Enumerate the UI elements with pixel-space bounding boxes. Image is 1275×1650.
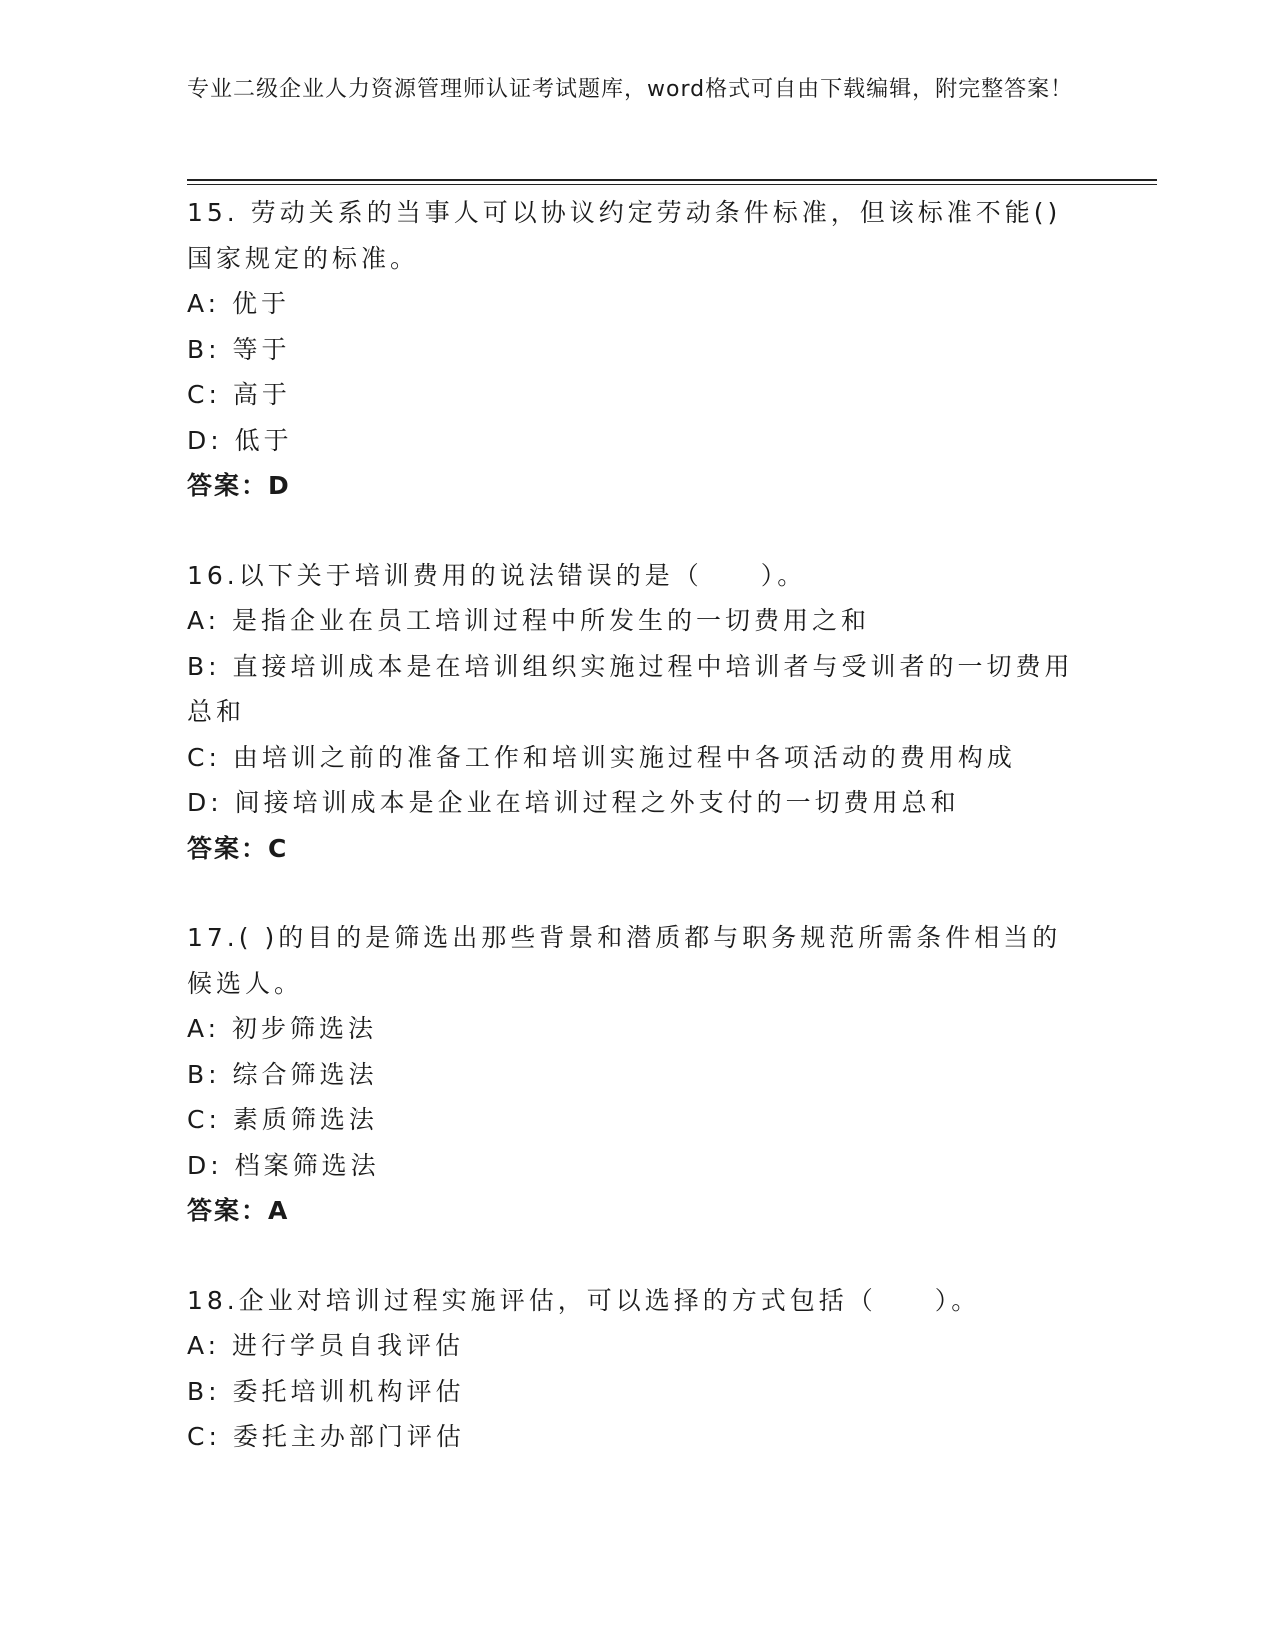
option-c: C: 委托主办部门评估 xyxy=(187,1422,465,1451)
option-d: D: 低于 xyxy=(187,425,293,455)
question-stem-continued: 国家规定的标准。 xyxy=(187,243,420,273)
question-stem: 16.以下关于培训费用的说法错误的是（ ）。 xyxy=(187,560,807,590)
question-16 xyxy=(187,553,1157,872)
question-17 xyxy=(187,915,1157,1234)
answer-line: 答案：D xyxy=(187,471,291,500)
option-b: B: 委托培训机构评估 xyxy=(187,1376,465,1406)
question-stem-continued: 候选人。 xyxy=(187,968,304,998)
option-b-continued: 总和 xyxy=(187,697,246,726)
answer-line: 答案：A xyxy=(187,1196,290,1225)
question-stem: 18.企业对培训过程实施评估，可以选择的方式包括（ ）。 xyxy=(187,1285,981,1315)
option-d: D: 档案筛选法 xyxy=(187,1150,380,1180)
option-a: A: 优于 xyxy=(187,289,291,318)
option-c: C: 高于 xyxy=(187,380,291,409)
question-stem: 17.( )的目的是筛选出那些背景和潜质都与职务规范所需条件相当的 xyxy=(187,923,1062,952)
answer-line: 答案：C xyxy=(187,833,289,863)
header-divider-thin xyxy=(187,184,1157,185)
question-stem: 15. 劳动关系的当事人可以协议约定劳动条件标准，但该标准不能() xyxy=(187,198,1062,227)
header-divider-thick xyxy=(187,179,1157,181)
question-list xyxy=(187,190,1157,1504)
document-header: 专业二级企业人力资源管理师认证考试题库，word格式可自由下载编辑，附完整答案！ xyxy=(187,77,1074,102)
option-b: B: 综合筛选法 xyxy=(187,1059,378,1089)
option-c: C: 由培训之前的准备工作和培训实施过程中各项活动的费用构成 xyxy=(187,742,1016,772)
option-d: D: 间接培训成本是企业在培训过程之外支付的一切费用总和 xyxy=(187,788,960,817)
question-18 xyxy=(187,1278,1157,1460)
question-15 xyxy=(187,190,1157,509)
option-b: B: 直接培训成本是在培训组织实施过程中培训者与受训者的一切费用 xyxy=(187,651,1074,681)
option-a: A: 初步筛选法 xyxy=(187,1014,378,1043)
option-a: A: 进行学员自我评估 xyxy=(187,1331,465,1360)
option-c: C: 素质筛选法 xyxy=(187,1105,378,1134)
option-a: A: 是指企业在员工培训过程中所发生的一切费用之和 xyxy=(187,606,871,635)
option-b: B: 等于 xyxy=(187,334,291,364)
